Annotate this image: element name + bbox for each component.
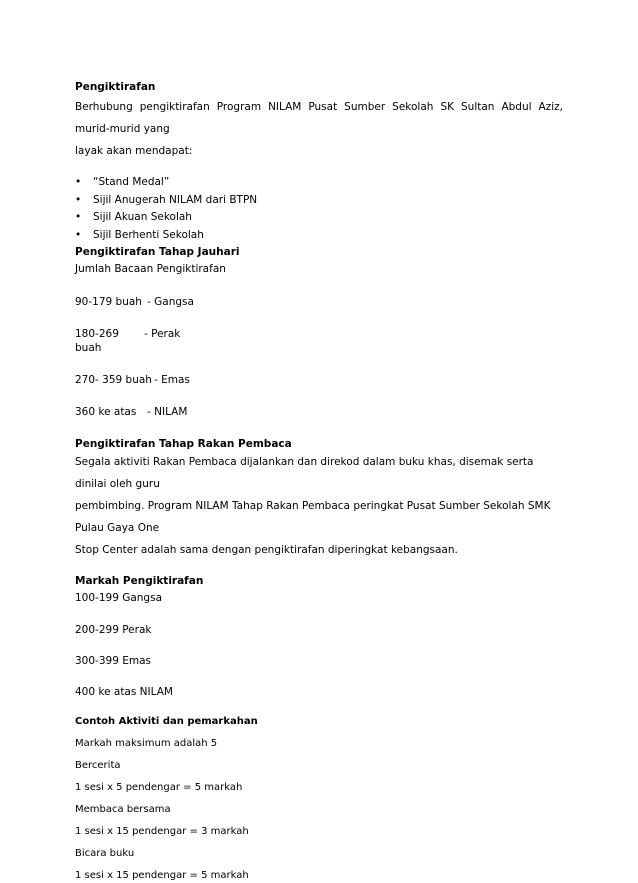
rakan-line-3: Stop Center adalah sama dengan pengiktirafan diperingkat kebangsaan. xyxy=(75,544,458,556)
contoh-line: Bercerita xyxy=(75,760,121,771)
intro-line-1: Berhubung pengiktirafan Program NILAM Pusat Sumber Sekolah SK Sultan Abdul Aziz, murid-murid yang xyxy=(75,101,563,135)
tier-row: 90-179 buah - Gangsa xyxy=(75,296,194,308)
list-item: • Sijil Anugerah NILAM dari BTPN xyxy=(75,192,563,210)
markah-item: 100-199 Gangsa xyxy=(75,592,163,604)
markah-item: 200-299 Perak xyxy=(75,624,152,636)
markah-item: 400 ke atas NILAM xyxy=(75,686,173,698)
bullet-icon: • xyxy=(75,176,82,188)
intro-line-2: layak akan mendapat: xyxy=(75,145,193,157)
contoh-line: 1 sesi x 15 pendengar = 3 markah xyxy=(75,826,249,837)
contoh-line: 1 sesi x 15 pendengar = 5 markah xyxy=(75,870,249,881)
heading-rakan-pembaca: Pengiktirafan Tahap Rakan Pembaca xyxy=(75,438,292,450)
jauhari-subheading: Jumlah Bacaan Pengiktirafan xyxy=(75,263,226,275)
rakan-line-2: pembimbing. Program NILAM Tahap Rakan Pembaca peringkat Pusat Sumber Sekolah SMK Pulau Gaya One xyxy=(75,500,551,534)
rakan-line-1: Segala aktiviti Rakan Pembaca dijalankan dan direkod dalam buku khas, disemak serta dinilai oleh guru xyxy=(75,456,534,490)
tier-row: 270- 359 buah - Emas xyxy=(75,374,190,386)
list-item: • Sijil Akuan Sekolah xyxy=(75,209,563,227)
tier-row: 360 ke atas - NILAM xyxy=(75,406,188,418)
contoh-line: Membaca bersama xyxy=(75,804,171,815)
heading-markah: Markah Pengiktirafan xyxy=(75,575,204,587)
heading-contoh: Contoh Aktiviti dan pemarkahan xyxy=(75,716,258,727)
contoh-line: Bicara buku xyxy=(75,848,135,859)
list-item: • Sijil Berhenti Sekolah xyxy=(75,227,563,245)
document-body xyxy=(75,80,563,883)
list-item: • “Stand Medal” xyxy=(75,174,563,192)
heading-jauhari: Pengiktirafan Tahap Jauhari xyxy=(75,246,240,258)
bullet-icon: • xyxy=(75,193,82,206)
bullet-icon: • xyxy=(75,211,82,223)
contoh-line: Markah maksimum adalah 5 xyxy=(75,738,218,749)
heading-pengiktirafan: Pengiktirafan xyxy=(75,81,156,93)
bullet-icon: • xyxy=(75,228,82,241)
tier-row: 180-269 buah - Perak xyxy=(75,328,181,354)
markah-item: 300-399 Emas xyxy=(75,655,151,667)
contoh-line: 1 sesi x 5 pendengar = 5 markah xyxy=(75,782,243,793)
recognition-list xyxy=(75,174,563,244)
